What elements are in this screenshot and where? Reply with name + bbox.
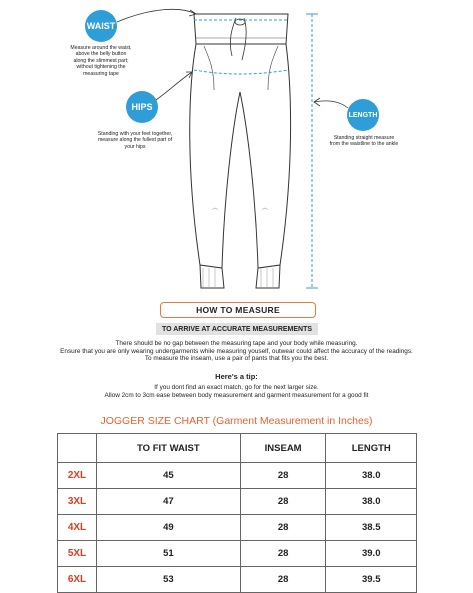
waist-note-line: Measure around the waist,	[70, 45, 132, 51]
size-cell: 3XL	[58, 489, 97, 515]
column-header-inseam: INSEAM	[240, 434, 326, 463]
length-note	[315, 135, 413, 148]
tip-heading: Here's a tip:	[215, 372, 258, 381]
left-cuff	[200, 265, 224, 288]
waist-note	[60, 45, 142, 77]
hips-note	[90, 131, 180, 150]
waist-cell: 51	[97, 541, 241, 567]
inseam-cell: 28	[240, 515, 326, 541]
table-row	[58, 489, 417, 515]
table-row	[58, 515, 417, 541]
length-note-line: Standing straight measure	[333, 135, 395, 141]
table-header-row	[58, 434, 417, 463]
instruction-line: To measure the inseam, use a pair of pants that fits you the best.	[144, 355, 329, 363]
pants-outline	[190, 44, 291, 268]
how-to-measure-label: HOW TO MEASURE	[196, 305, 280, 315]
hips-note-line: measure along the fullest part of	[97, 137, 173, 144]
waist-note-line: without tightening the	[76, 64, 126, 71]
length-note-line: from the waistline to the ankle	[329, 141, 399, 148]
table-row	[58, 567, 417, 593]
column-header-waist: TO FIT WAIST	[97, 434, 241, 463]
waist-note-line: above the belly button	[75, 51, 127, 58]
size-cell: 5XL	[58, 541, 97, 567]
waist-badge-label: WAIST	[86, 21, 116, 31]
size-cell: 2XL	[58, 463, 97, 489]
waist-callout-arrow	[117, 9, 196, 22]
inseam-cell: 28	[240, 567, 326, 593]
table-row	[58, 463, 417, 489]
tip-line: If you dont find an exact match, go for the next larger size.	[154, 384, 319, 391]
waist-cell: 49	[97, 515, 241, 541]
size-chart-table	[57, 433, 417, 593]
size-cell: 4XL	[58, 515, 97, 541]
instruction-line: There should be no gap between the measuring tape and your body while measuring.	[115, 340, 358, 347]
hips-badge-label: HIPS	[131, 102, 153, 112]
accurate-measurements-heading	[156, 323, 318, 335]
length-cell: 38.0	[326, 463, 417, 489]
hips-badge	[126, 91, 158, 123]
length-badge	[347, 99, 379, 131]
length-callout-arrow	[314, 101, 348, 108]
tip-line: Allow 2cm to 3cm ease between body measurement and garment measurement for a good fit	[104, 391, 369, 399]
hips-note-line: your hips	[124, 143, 146, 150]
length-cell: 39.5	[326, 567, 417, 593]
waist-badge	[85, 10, 117, 42]
hips-measure-line	[194, 70, 288, 74]
length-badge-label: LENGTH	[348, 111, 378, 119]
inseam-cell: 28	[240, 489, 326, 515]
column-header-length: LENGTH	[326, 434, 417, 463]
instruction-line: Ensure that you are only wearing undergarments while measuring youself, outwear could affect the accuracy of the readings.	[60, 347, 413, 355]
accurate-measurements-label: TO ARRIVE AT ACCURATE MEASUREMENTS	[161, 325, 313, 333]
instructions	[0, 340, 473, 363]
length-cell: 39.0	[326, 541, 417, 567]
hips-callout-arrow	[156, 72, 192, 100]
waist-cell: 45	[97, 463, 241, 489]
waist-note-line: measuring tape	[83, 70, 119, 77]
right-cuff	[256, 265, 280, 288]
waist-cell: 53	[97, 567, 241, 593]
hips-note-line: Standing with your feet together,	[97, 131, 173, 137]
size-chart-title: JOGGER SIZE CHART (Garment Measurement in Inches)	[100, 415, 373, 427]
size-cell: 6XL	[58, 567, 97, 593]
waist-note-line: along the slimmest part;	[73, 57, 129, 64]
length-cell: 38.5	[326, 515, 417, 541]
table-row	[58, 541, 417, 567]
waist-cell: 47	[97, 489, 241, 515]
inseam-cell: 28	[240, 463, 326, 489]
length-cell: 38.0	[326, 489, 417, 515]
how-to-measure-heading	[160, 302, 316, 318]
waistband-outline	[194, 14, 288, 44]
column-header-size	[58, 434, 97, 463]
inseam-cell: 28	[240, 541, 326, 567]
tips	[0, 384, 473, 399]
